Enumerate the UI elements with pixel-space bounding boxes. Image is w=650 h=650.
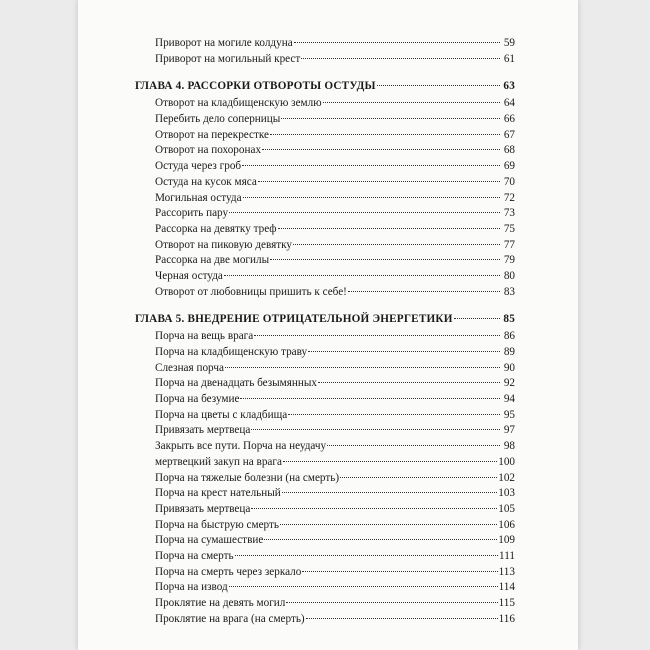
toc-entry-title: ГЛАВА 5. ВНЕДРЕНИЕ ОТРИЦАТЕЛЬНОЙ ЭНЕРГЕТИКИ [135,313,453,326]
toc-entry-title: Порча на кладбищенскую траву [155,346,308,358]
toc-page-number: 116 [498,612,515,625]
toc-entry [135,361,515,377]
dot-leader [229,212,500,213]
toc-entry-title: Привязать мертвеца [155,502,251,515]
toc-page-number: 80 [503,269,515,282]
toc-page-number: 83 [503,285,515,298]
dot-leader [288,414,500,415]
toc-entry [135,502,515,518]
section-gap [135,300,515,312]
toc-entry [135,565,515,581]
toc-page-number: 86 [503,330,515,343]
toc-entry [135,191,515,207]
dot-leader [294,42,500,43]
toc-entry [135,423,515,439]
toc-entry-title: Отворот на кладбищенскую землю [155,97,322,110]
dot-leader [235,555,498,556]
toc-entry [135,408,515,424]
toc-page-number: 85 [503,313,515,326]
toc-page-number: 73 [503,207,515,220]
toc-entry [135,206,515,222]
toc-page-number: 66 [503,113,515,126]
toc-entry-title: ГЛАВА 4. РАССОРКИ ОТВОРОТЫ ОСТУДЫ [135,80,376,93]
toc-entry-title: Порча на цветы с кладбища [155,408,288,421]
toc-page-number: 69 [503,160,515,173]
dot-leader [270,134,500,135]
toc-entry-title: Остуда на кусок мяса [155,175,257,188]
toc-entry-title: Рассорка на девятку треф [155,222,277,235]
toc-entry [135,128,515,144]
toc-page-number: 89 [503,346,515,358]
toc-entry [135,580,515,596]
toc-page-number: 72 [503,191,515,204]
toc-entry [135,36,515,52]
dot-leader [293,244,500,245]
dot-leader [225,367,500,368]
toc-entry-title: Порча на сумашествие [155,534,264,547]
dot-leader [377,85,500,86]
toc-entry [135,549,515,565]
toc-page-number: 95 [503,408,515,421]
toc-page-number: 102 [498,471,515,484]
toc-entry-title: Порча на крест нательный [155,487,281,500]
dot-leader [281,118,500,119]
toc-entry [135,439,515,455]
toc-entry [135,345,515,361]
toc-entry [135,175,515,191]
toc-entry-title: Рассорка на две могилы [155,254,270,267]
toc-page-number: 97 [503,424,515,437]
toc-entry [135,159,515,175]
toc-entry [135,329,515,345]
dot-leader [243,197,500,198]
toc-entry-title: Проклятие на девять могил [155,597,286,609]
section-gap [135,67,515,79]
toc-entry [135,112,515,128]
toc-page-number: 70 [503,175,515,188]
toc-entry-title: Остуда через гроб [155,160,242,173]
toc-entry-title: Отворот на пиковую девятку [155,238,293,251]
toc-entry-title: Слезная порча [155,361,224,374]
toc-page-number: 109 [498,534,515,547]
toc-entry [135,52,515,68]
toc-entry [135,96,515,112]
toc-entry [135,392,515,408]
toc-entry-title: Закрыть все пути. Порча на неудачу [155,440,327,453]
dot-leader [454,318,500,319]
toc-entry [135,596,515,612]
dot-leader [318,382,500,383]
toc-entry [135,455,515,471]
dot-leader [282,492,497,493]
toc-entry-title: Порча на безумие [155,393,240,406]
toc-page-number: 90 [503,361,515,374]
toc-entry [135,376,515,392]
toc-entry-title: Перебить дело соперницы [155,113,281,126]
toc-chapter-heading [135,79,515,96]
toc-page-number: 67 [503,128,515,141]
dot-leader [224,275,500,276]
toc-page-number: 68 [503,144,515,157]
toc-entry [135,238,515,254]
toc-entry [135,471,515,487]
toc-page-number: 115 [498,597,515,609]
toc-page-number: 61 [503,52,515,65]
dot-leader [323,102,500,103]
toc-entry [135,518,515,534]
toc-entry [135,612,515,628]
toc-page-number: 98 [503,440,515,453]
toc-entry-title: Отворот от любовницы пришить к себе! [155,285,347,298]
toc-page-number: 63 [503,80,515,93]
toc-entry [135,533,515,549]
toc-page-number: 64 [503,97,515,110]
toc-entry-title: Порча на извод [155,581,228,594]
toc-entry-title: Отворот на похоронах [155,144,262,157]
toc-page-number: 75 [503,222,515,235]
dot-leader [278,228,500,229]
dot-leader [286,602,497,603]
dot-leader [302,571,497,572]
dot-leader [251,508,497,509]
toc-entry-title: Порча на смерть через зеркало [155,565,302,578]
dot-leader [251,429,500,430]
dot-leader [270,259,500,260]
toc-entry [135,486,515,502]
dot-leader [262,149,500,150]
toc-entry-title: Отворот на перекрестке [155,128,270,141]
toc-page-number: 103 [498,487,515,500]
dot-leader [301,58,500,59]
dot-leader [340,477,497,478]
toc-page-number: 114 [498,581,515,594]
toc-entry-title: Порча на смерть [155,549,234,562]
toc-page-number: 105 [498,502,515,515]
dot-leader [258,181,500,182]
toc-page-number: 92 [503,377,515,390]
dot-leader [283,461,497,462]
dot-leader [308,351,500,352]
dot-leader [348,291,500,292]
toc-entry-title: Привязать мертвеца [155,424,251,437]
toc-entry-title: Порча на быструю смерть [155,518,279,531]
dot-leader [306,618,498,619]
toc-entry-title: Рассорить пару [155,207,229,220]
dot-leader [229,586,498,587]
dot-leader [242,165,500,166]
toc-page-number: 111 [499,549,515,562]
dot-leader [264,539,497,540]
toc-entry [135,269,515,285]
toc-entry-title: Могильная остуда [155,191,242,204]
toc-entry-title: Порча на вещь врага [155,330,254,343]
dot-leader [254,335,500,336]
toc-entry-title: мертвецкий закуп на врага [155,455,282,468]
toc-entry-title: Черная остуда [155,269,223,282]
table-of-contents [135,36,515,627]
toc-page-number: 100 [498,455,515,468]
toc-entry [135,222,515,238]
dot-leader [280,524,497,525]
toc-entry [135,253,515,269]
toc-entry-title: Порча на тяжелые болезни (на смерть) [155,471,340,484]
toc-entry-title: Порча на двенадцать безымянных [155,377,317,390]
toc-chapter-heading [135,312,515,329]
toc-entry [135,143,515,159]
toc-page-number: 77 [503,238,515,251]
toc-page-number: 94 [503,393,515,406]
dot-leader [240,398,500,399]
toc-page-number: 113 [498,565,515,578]
toc-page-number: 79 [503,254,515,267]
toc-page-number: 59 [503,37,515,49]
toc-entry [135,285,515,301]
toc-page-number: 106 [498,518,515,531]
toc-entry-title: Проклятие на врага (на смерть) [155,612,305,625]
dot-leader [327,445,500,446]
toc-entry-title: Приворот на могиле колдуна [155,37,293,49]
toc-entry-title: Приворот на могильный крест [155,52,301,65]
